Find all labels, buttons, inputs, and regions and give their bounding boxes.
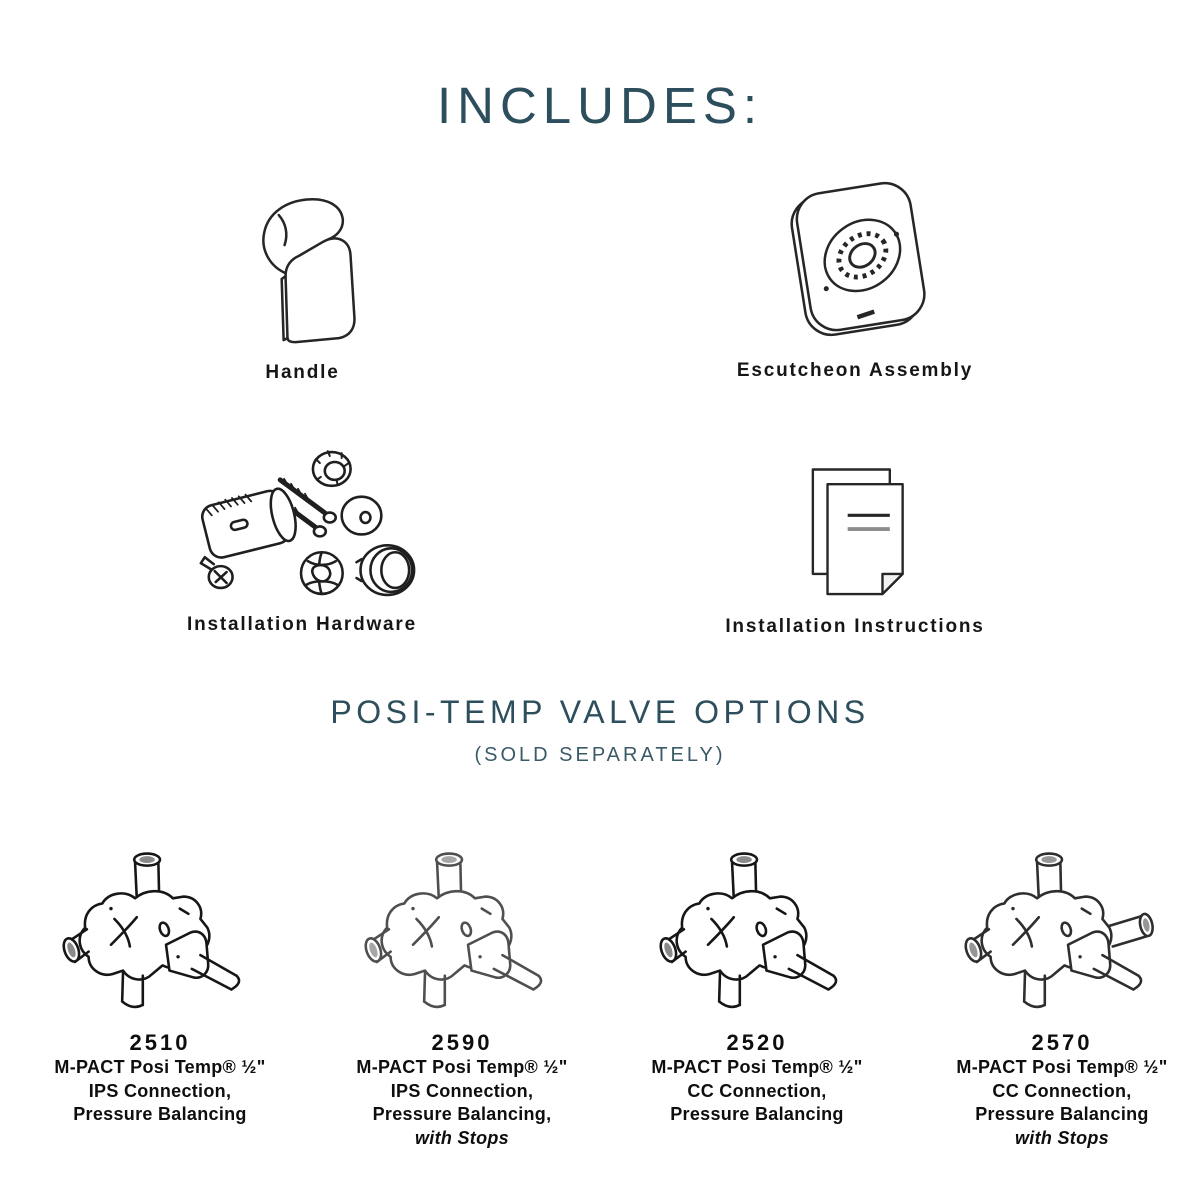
posi-temp-valve-illustration xyxy=(917,845,1200,1020)
valve-desc-line: CC Connection, xyxy=(992,1080,1132,1101)
valve-model-number: 2520 xyxy=(726,1030,788,1055)
include-item-label-instructions: Installation Instructions xyxy=(725,616,985,637)
valve-desc-line: IPS Connection, xyxy=(88,1080,232,1101)
include-item-label-handle: Handle xyxy=(265,362,340,383)
include-item-handle xyxy=(175,176,430,384)
valve-desc-line: CC Connection, xyxy=(687,1080,827,1101)
valve-option-2520 xyxy=(612,845,902,1127)
include-item-hardware xyxy=(163,436,441,636)
valve-desc-line: Pressure Balancing xyxy=(670,1104,844,1124)
includes-title: INCLUDES: xyxy=(436,77,764,134)
valve-model-number: 2570 xyxy=(1031,1030,1093,1055)
valve-options-title: POSI-TEMP VALVE OPTIONS xyxy=(330,694,870,730)
valve-desc-line: Pressure Balancing xyxy=(73,1104,247,1124)
escutcheon-illustration xyxy=(727,168,983,360)
valve-options-subtitle: (SOLD SEPARATELY) xyxy=(474,744,726,766)
valve-desc-line: M-PACT Posi Temp® ½" xyxy=(356,1057,568,1077)
include-item-label-hardware: Installation Hardware xyxy=(187,614,417,635)
valve-desc-line: M-PACT Posi Temp® ½" xyxy=(956,1057,1168,1077)
valve-option-2510 xyxy=(15,845,305,1127)
valve-model-number: 2510 xyxy=(129,1030,191,1055)
valve-model-number: 2590 xyxy=(431,1030,493,1055)
valve-desc-line: Pressure Balancing, xyxy=(372,1104,552,1124)
include-item-label-escutcheon: Escutcheon Assembly xyxy=(736,360,974,381)
posi-temp-valve-illustration xyxy=(317,845,607,1020)
installation-instructions-illustration xyxy=(712,464,998,616)
valve-desc-line: M-PACT Posi Temp® ½" xyxy=(651,1057,863,1077)
valve-option-2570 xyxy=(917,845,1200,1150)
installation-hardware-illustration xyxy=(163,436,441,614)
handle-illustration xyxy=(175,176,430,362)
valve-desc-line: M-PACT Posi Temp® ½" xyxy=(54,1057,266,1077)
valve-desc-line: with Stops xyxy=(415,1127,509,1148)
valve-desc-line: IPS Connection, xyxy=(390,1080,534,1101)
include-item-escutcheon xyxy=(727,168,983,382)
include-item-instructions xyxy=(712,464,998,638)
valve-desc-line: with Stops xyxy=(1015,1127,1109,1148)
posi-temp-valve-illustration xyxy=(15,845,305,1020)
posi-temp-valve-illustration xyxy=(612,845,902,1020)
valve-desc-line: Pressure Balancing xyxy=(975,1104,1149,1124)
valve-option-2590 xyxy=(317,845,607,1150)
